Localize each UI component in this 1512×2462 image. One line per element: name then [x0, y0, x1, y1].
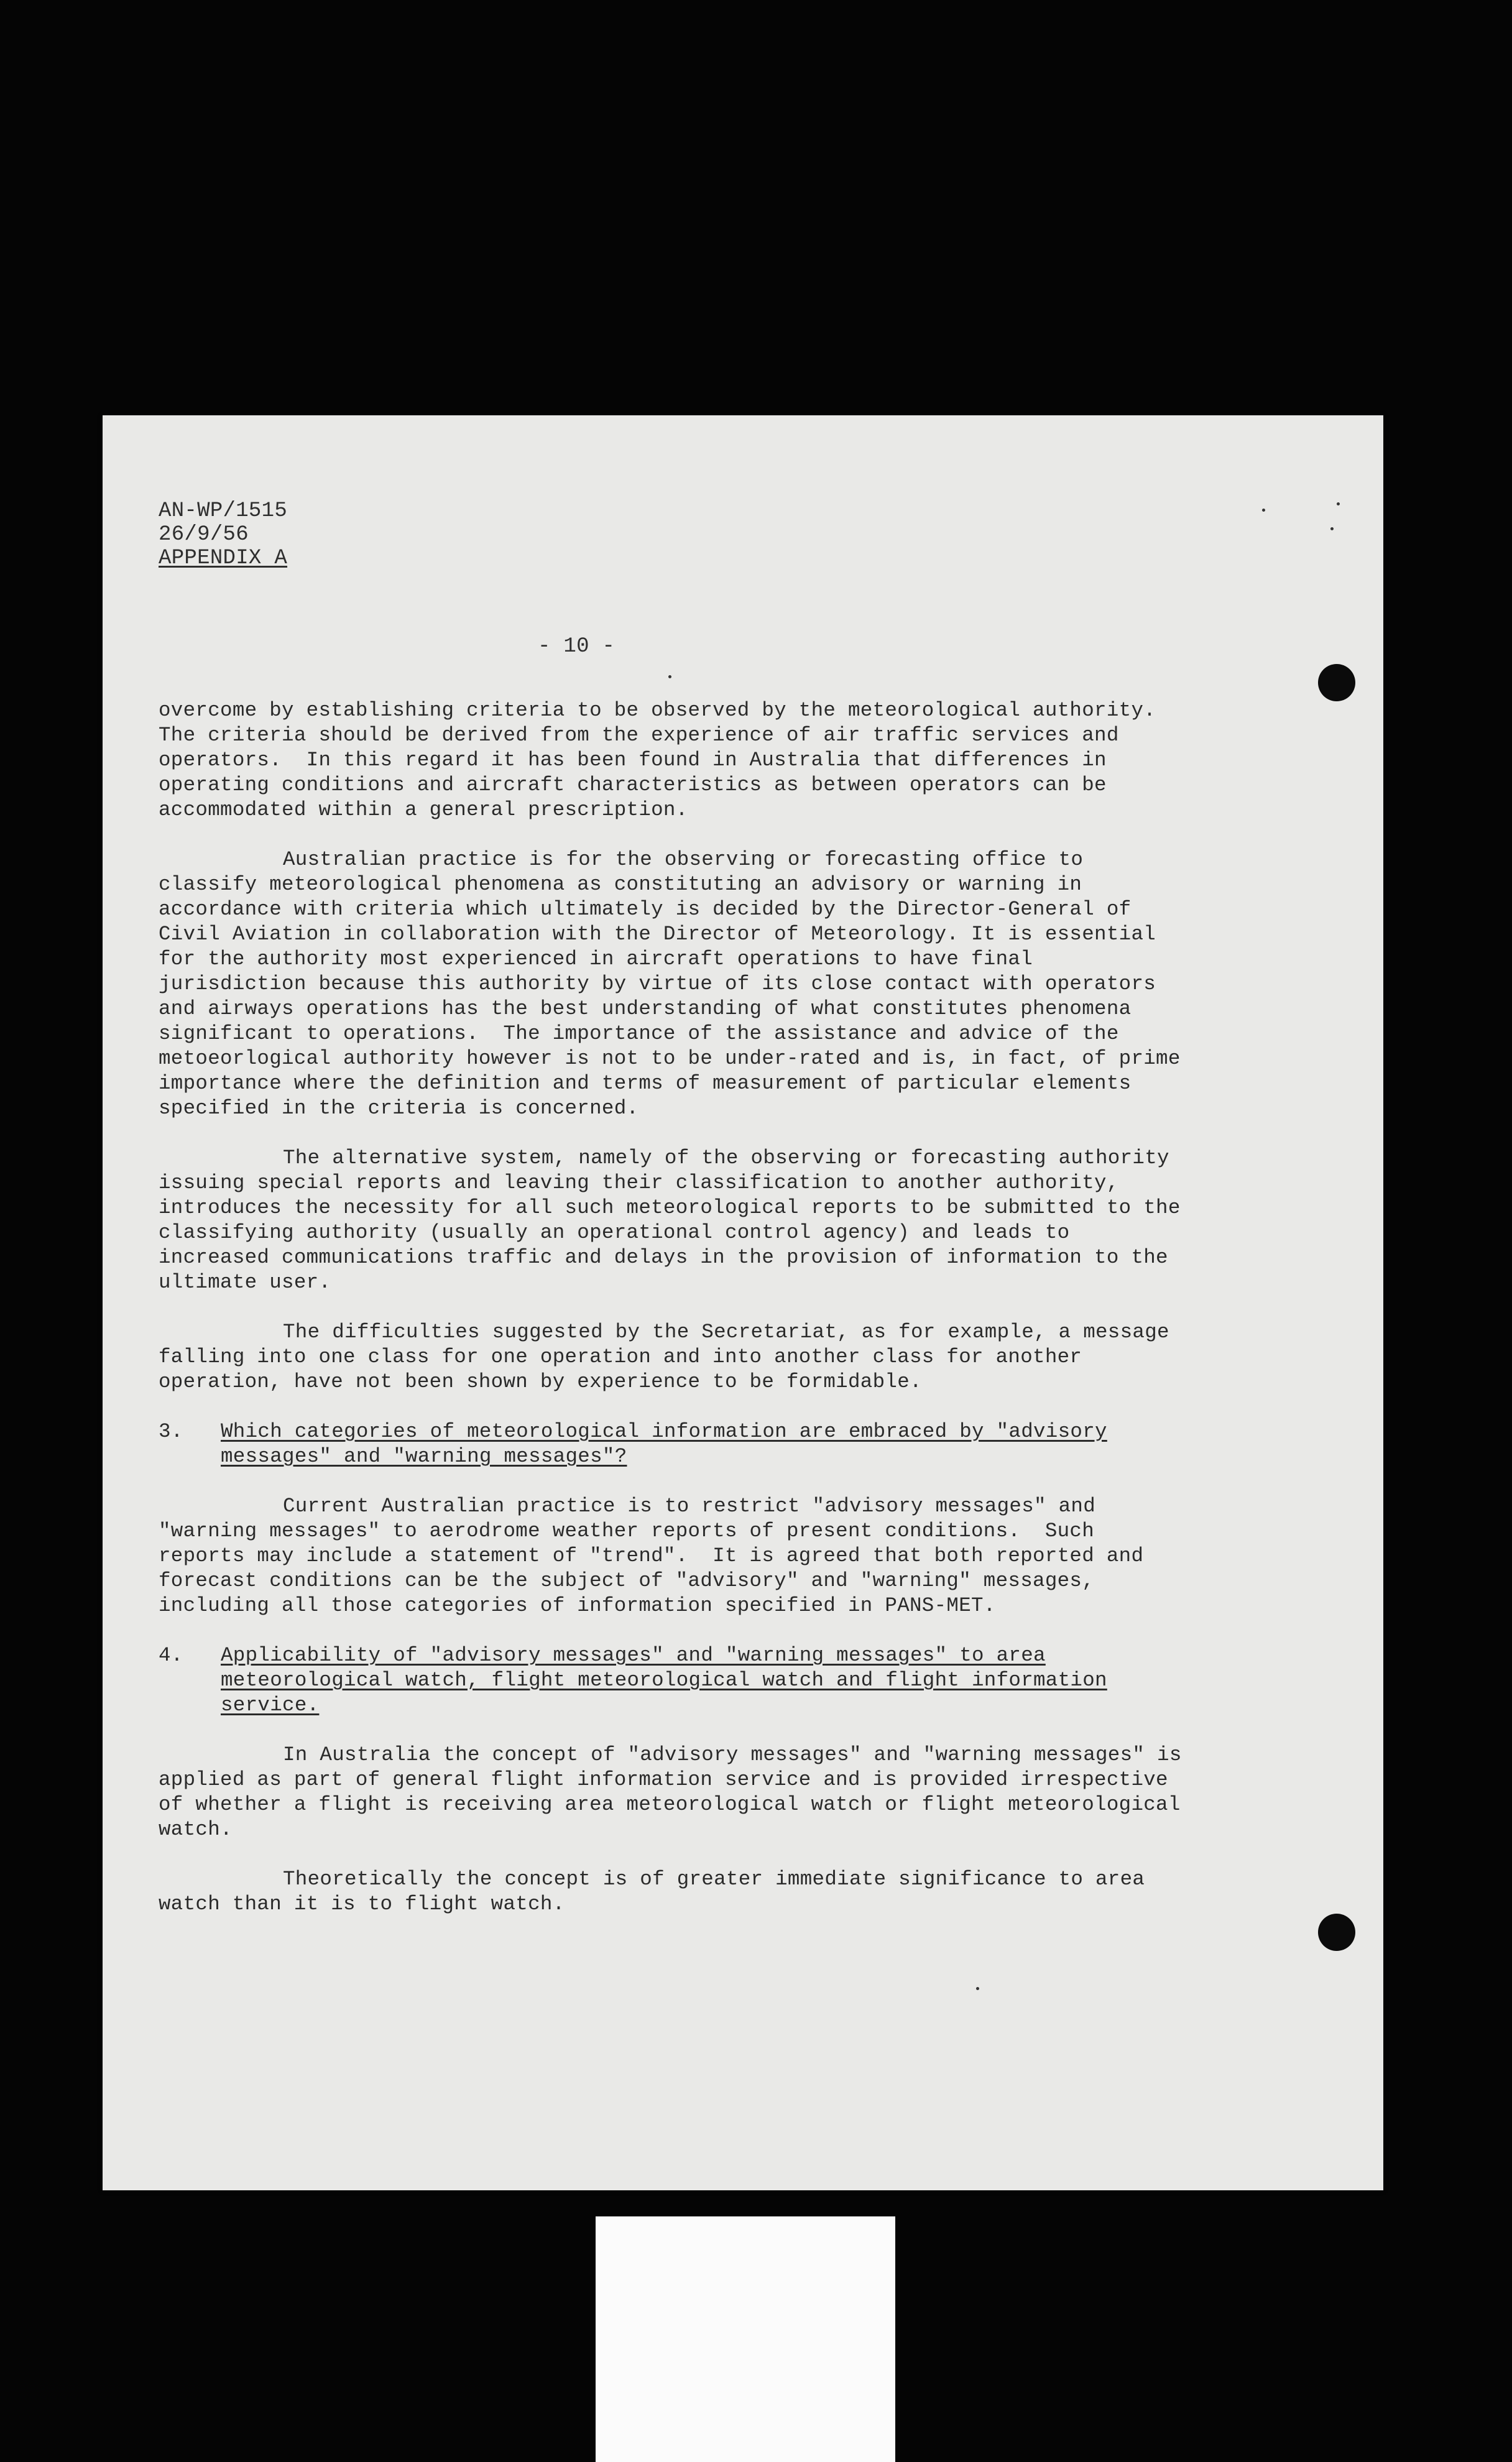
section-3-heading [159, 1419, 1184, 1469]
document-page [103, 415, 1383, 2190]
document-header [159, 499, 287, 570]
white-label-box [596, 2216, 895, 2462]
paragraph-alternative-system: The alternative system, namely of the observing or forecasting authority issuing special reports and leaving their classification to another authority, introduces the necessity for all such meteorological reports to be submitted to the classifying authority (usually an operational control agency) and leads to increased communications traffic and delays in the provision of information to the ultimate user. [159, 1146, 1193, 1294]
document-date: 26/9/56 [159, 523, 249, 546]
document-reference: AN-WP/1515 [159, 499, 288, 523]
speck-mark [1330, 527, 1334, 530]
speck-mark [976, 1987, 979, 1990]
paragraph-difficulties: The difficulties suggested by the Secretariat, as for example, a message falling into one class for one operation and into another class for another operation, have not been shown by experience to be formidable. [159, 1321, 1182, 1393]
section-4-number: 4. [159, 1644, 183, 1667]
paragraph-current-practice: Current Australian practice is to restrict "advisory messages" and "warning messages" to aerodrome weather reports of present conditions. Such reports may include a statement of "trend". It is agreed that both reported and forecast conditions can be the subject of "advisory" and "warning" messages, including all those categories of information specified in PANS-MET. [159, 1495, 1156, 1617]
section-4-title: Applicability of "advisory messages" and "warning messages" to area meteorological watch, flight meteorological watch and flight information service. [221, 1644, 1107, 1717]
section-3-number: 3. [159, 1420, 183, 1443]
document-body [159, 698, 1194, 1942]
paragraph-flight-information: In Australia the concept of "advisory messages" and "warning messages" is applied as part of general flight information service and is provided irrespective of whether a flight is receiving area meteorological watch or flight meteorological watch. [159, 1743, 1194, 1841]
speck-mark [668, 675, 671, 678]
paragraph-australian-practice: Australian practice is for the observing or forecasting office to classify meteorological phenomena as constituting an advisory or warning in accordance with criteria which ultimately is decided by the Director-General of Civil Aviation in collaboration with the Director of Meteorology. It is essential for the authority most experienced in aircraft operations to have final jurisdiction because this authority by virtue of its close contact with operators and airways operations has the best understanding of what constitutes phenomena significant to operations. The importance of the assistance and advice of the metoeorlogical authority however is not to be under-rated and is, in fact, of prime importance where the definition and terms of measurement of particular elements specified in the criteria is concerned. [159, 848, 1193, 1120]
punch-hole-top [1318, 664, 1355, 701]
section-4-heading [159, 1643, 1184, 1718]
speck-mark [1337, 502, 1340, 505]
punch-hole-bottom [1318, 1914, 1355, 1951]
paragraph-theoretical-concept: Theoretically the concept is of greater immediate significance to area watch than it is to flight watch. [159, 1868, 1158, 1916]
paragraph-continuation: overcome by establishing criteria to be observed by the meteorological authority. The criteria should be derived from the experience of air traffic services and operators. In this regard it has been found in Australia that differences in operating conditions and aircraft characteristics as between operators can be accommodated within a general prescription. [159, 699, 1181, 821]
appendix-label: APPENDIX A [159, 546, 288, 570]
page-number: - 10 - [538, 635, 615, 658]
speck-mark [1262, 509, 1265, 512]
section-3-title: Which categories of meteorological information are embraced by "advisory messages" and "warning messages"? [221, 1420, 1107, 1468]
